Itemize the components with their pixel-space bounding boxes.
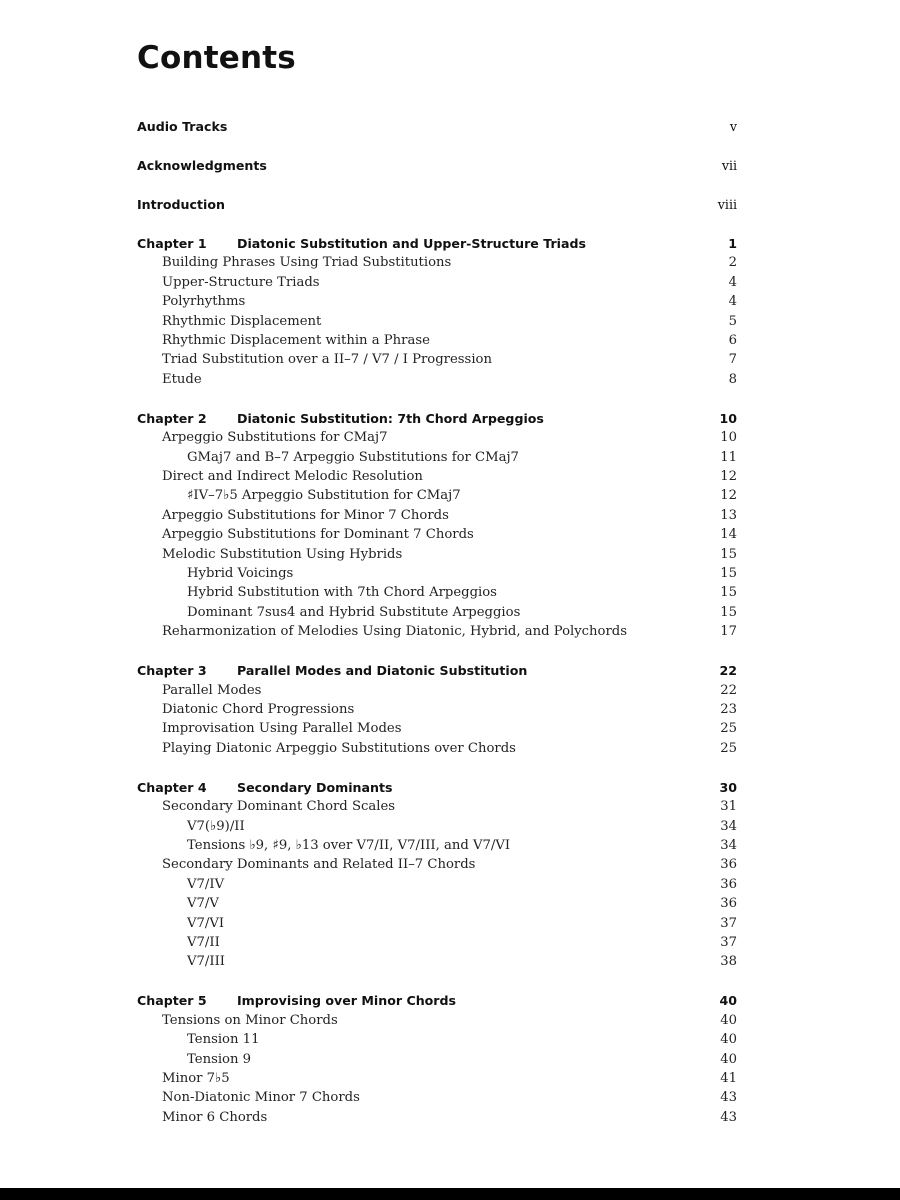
toc-entry-title: Non-Diatonic Minor 7 Chords <box>162 1090 360 1106</box>
toc-entry-title: Tension 11 <box>187 1032 260 1048</box>
toc-entry-title: Triad Substitution over a II–7 / V7 / I Progression <box>162 352 492 368</box>
toc-entry-title: Rhythmic Displacement <box>162 313 322 329</box>
page-title: Contents <box>137 40 296 76</box>
toc-page-number: 15 <box>720 566 737 581</box>
chapter-number: Chapter 3 <box>137 663 207 679</box>
toc-entry-title: V7/V <box>187 896 219 912</box>
toc-entry-title: V7/IV <box>187 876 225 892</box>
chapter-title: Diatonic Substitution: 7th Chord Arpeggios <box>237 410 544 426</box>
toc-subsection-entry[interactable] <box>0 914 900 933</box>
chapter-number: Chapter 1 <box>137 236 207 251</box>
toc-entry-title: Minor 6 Chords <box>162 1109 268 1125</box>
toc-page-number: 36 <box>720 896 737 912</box>
toc-page-number: v <box>729 119 737 134</box>
toc-entry-title: V7/III <box>187 954 225 970</box>
chapter-title: Diatonic Substitution and Upper-Structure Triads <box>237 236 586 251</box>
toc-entry-title: Upper-Structure Triads <box>162 274 320 290</box>
toc-chapter-heading[interactable] <box>0 409 900 428</box>
toc-section-entry[interactable] <box>0 331 900 350</box>
toc-entry-title: Dominant 7sus4 and Hybrid Substitute Arpeggios <box>187 604 521 620</box>
toc-page-number: 40 <box>720 1032 737 1048</box>
toc-entry-title: Hybrid Substitution with 7th Chord Arpeggios <box>187 585 497 601</box>
toc-section-entry[interactable] <box>0 312 900 331</box>
toc-page-number: 25 <box>720 740 737 756</box>
toc-subsection-entry[interactable] <box>0 817 900 836</box>
toc-subsection-entry[interactable] <box>0 583 900 602</box>
toc-section-entry[interactable] <box>0 253 900 272</box>
toc-subsection-entry[interactable] <box>0 952 900 971</box>
toc-entry-title: ♯IV–7♭5 Arpeggio Substitution for CMaj7 <box>187 488 461 504</box>
toc-page-number: 22 <box>720 682 737 698</box>
toc-page-number: 12 <box>720 488 737 504</box>
toc-subsection-entry[interactable] <box>0 603 900 622</box>
toc-page-number: viii <box>717 197 737 212</box>
toc-entry-title: GMaj7 and B–7 Arpeggio Substitutions for CMaj7 <box>187 449 519 465</box>
toc-entry-title: V7/II <box>187 935 220 950</box>
toc-entry-title: V7/VI <box>187 915 225 931</box>
toc-page-number: 14 <box>720 527 737 543</box>
toc-page-number: 43 <box>720 1090 737 1106</box>
toc-entry-title: Melodic Substitution Using Hybrids <box>162 546 403 562</box>
toc-page-number: 5 <box>728 313 737 329</box>
toc-page-number: 2 <box>728 255 737 271</box>
toc-entry-title: Minor 7♭5 <box>162 1071 230 1086</box>
toc-page-number: 17 <box>720 624 737 640</box>
toc-front-entry[interactable] <box>0 117 900 136</box>
toc-subsection-entry[interactable] <box>0 448 900 467</box>
toc-page-number: 6 <box>728 333 737 348</box>
toc-entry-title: Arpeggio Substitutions for Minor 7 Chords <box>162 507 449 523</box>
toc-section-entry[interactable] <box>0 855 900 874</box>
toc-subsection-entry[interactable] <box>0 1030 900 1049</box>
toc-section-entry[interactable] <box>0 350 900 369</box>
chapter-title: Improvising over Minor Chords <box>237 993 457 1009</box>
toc-entry-title: Etude <box>162 371 202 387</box>
toc-page-number: 15 <box>720 546 737 562</box>
toc-entry-title: Hybrid Voicings <box>187 566 294 581</box>
toc-page-number: 43 <box>720 1109 737 1125</box>
toc-entry-title: Rhythmic Displacement within a Phrase <box>162 333 430 348</box>
toc-section-entry[interactable] <box>0 700 900 719</box>
toc-subsection-entry[interactable] <box>0 933 900 952</box>
toc-section-entry[interactable] <box>0 1011 900 1030</box>
toc-page-number: 34 <box>720 818 737 834</box>
toc-entry-title: Audio Tracks <box>137 119 228 134</box>
toc-page-number: 37 <box>720 935 737 950</box>
toc-page-number: 4 <box>728 294 737 310</box>
toc-page-number: 40 <box>720 1051 737 1067</box>
toc-section-entry[interactable] <box>0 545 900 564</box>
toc-page-number: 23 <box>720 702 737 717</box>
toc-entry-title: Acknowledgments <box>137 158 267 173</box>
toc-entry-title: Parallel Modes <box>162 682 262 698</box>
toc-page-number: 38 <box>720 954 737 970</box>
toc-front-entry[interactable] <box>0 195 900 214</box>
bottom-border <box>0 1188 900 1200</box>
toc-section-entry[interactable] <box>0 273 900 292</box>
toc-entry-title: Tensions on Minor Chords <box>162 1012 338 1028</box>
toc-entry-title: Improvisation Using Parallel Modes <box>162 721 402 737</box>
toc-page-number: 4 <box>728 274 737 290</box>
toc-entry-title: Building Phrases Using Triad Substitutions <box>162 255 452 271</box>
toc-chapter-heading[interactable] <box>0 234 900 253</box>
toc-page-number: 1 <box>728 236 737 251</box>
toc-entry-title: Tension 9 <box>187 1051 252 1067</box>
toc-page-number: 25 <box>720 721 737 737</box>
toc-page-number: 41 <box>720 1071 737 1086</box>
toc-section-entry[interactable] <box>0 1108 900 1127</box>
toc-entry-title: Secondary Dominant Chord Scales <box>162 799 396 815</box>
toc-page-number: 15 <box>720 604 737 620</box>
toc-section-entry[interactable] <box>0 739 900 758</box>
chapter-number: Chapter 4 <box>137 779 207 795</box>
toc-section-entry[interactable] <box>0 622 900 641</box>
toc-section-entry[interactable] <box>0 525 900 544</box>
toc-entry-title: Secondary Dominants and Related II–7 Chords <box>162 857 476 873</box>
toc-subsection-entry[interactable] <box>0 894 900 913</box>
toc-page-number: 10 <box>719 410 737 426</box>
toc-page-number: 15 <box>720 585 737 601</box>
toc-page-number: 40 <box>719 993 737 1009</box>
toc-entry-title: Arpeggio Substitutions for CMaj7 <box>162 430 388 446</box>
toc-entry-title: Diatonic Chord Progressions <box>162 702 355 717</box>
toc-page-number: 40 <box>720 1012 737 1028</box>
toc-page-number: 34 <box>720 838 737 853</box>
toc-section-entry[interactable] <box>0 370 900 389</box>
toc-page-number: vii <box>721 158 737 173</box>
toc-section-entry[interactable] <box>0 1088 900 1107</box>
toc-chapter-heading[interactable] <box>0 991 900 1010</box>
toc-chapter-heading[interactable] <box>0 778 900 797</box>
toc-section-entry[interactable] <box>0 428 900 447</box>
toc-page-number: 30 <box>719 779 737 795</box>
toc-entry-title: Arpeggio Substitutions for Dominant 7 Chords <box>162 527 474 543</box>
toc-entry-title: Tensions ♭9, ♯9, ♭13 over V7/II, V7/III, and V7/VI <box>187 838 511 853</box>
toc-subsection-entry[interactable] <box>0 1050 900 1069</box>
toc-page-number: 36 <box>720 876 737 892</box>
toc-section-entry[interactable] <box>0 467 900 486</box>
toc-entry-title: Playing Diatonic Arpeggio Substitutions over Chords <box>162 740 516 756</box>
chapter-title: Secondary Dominants <box>237 779 393 795</box>
toc-subsection-entry[interactable] <box>0 564 900 583</box>
toc-page-number: 8 <box>728 371 737 387</box>
toc-entry-title: V7(♭9)/II <box>187 818 245 834</box>
chapter-number: Chapter 2 <box>137 410 207 426</box>
toc-page-number: 7 <box>728 352 737 368</box>
toc-section-entry[interactable] <box>0 681 900 700</box>
toc-entry-title: Reharmonization of Melodies Using Diatonic, Hybrid, and Polychords <box>162 624 628 640</box>
toc-entry-title: Introduction <box>137 197 225 212</box>
toc-chapter-heading[interactable] <box>0 661 900 680</box>
toc-entry-title: Direct and Indirect Melodic Resolution <box>162 469 423 484</box>
toc-page-number: 10 <box>720 430 737 446</box>
toc-entry-title: Polyrhythms <box>162 294 246 310</box>
toc-page-number: 37 <box>720 915 737 931</box>
toc-subsection-entry[interactable] <box>0 486 900 505</box>
toc-section-entry[interactable] <box>0 797 900 816</box>
toc-section-entry[interactable] <box>0 506 900 525</box>
chapter-title: Parallel Modes and Diatonic Substitution <box>237 663 528 679</box>
toc-page-number: 13 <box>720 507 737 523</box>
toc-subsection-entry[interactable] <box>0 836 900 855</box>
chapter-number: Chapter 5 <box>137 993 207 1009</box>
toc-section-entry[interactable] <box>0 1069 900 1088</box>
toc-section-entry[interactable] <box>0 292 900 311</box>
toc-page-number: 12 <box>720 469 737 484</box>
toc-subsection-entry[interactable] <box>0 875 900 894</box>
toc-section-entry[interactable] <box>0 719 900 738</box>
toc-front-entry[interactable] <box>0 156 900 175</box>
toc-page-number: 36 <box>720 857 737 873</box>
toc-page-number: 11 <box>720 449 737 465</box>
toc-page-number: 22 <box>719 663 737 679</box>
toc-page-number: 31 <box>720 799 737 815</box>
